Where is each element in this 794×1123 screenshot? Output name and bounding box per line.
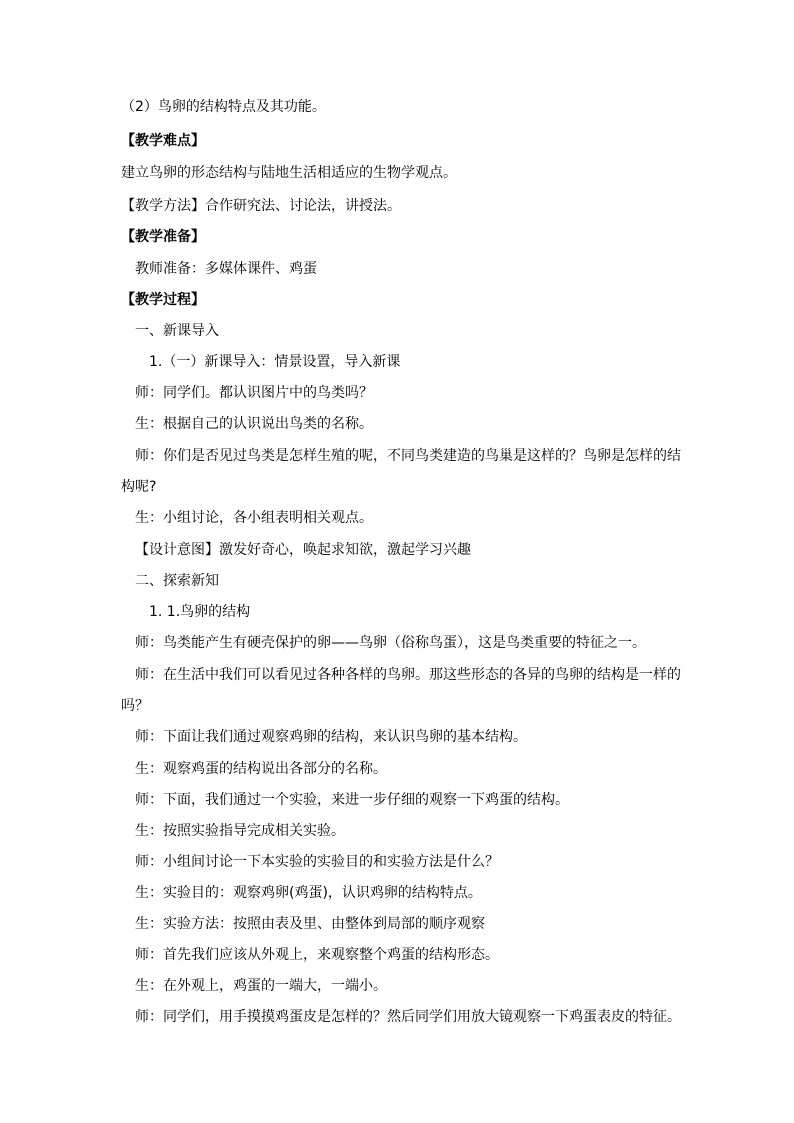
- dialogue-line: 师：你们是否见过鸟类是怎样生殖的呢，不同鸟类建造的鸟巢是这样的？鸟卵是怎样的结: [135, 448, 681, 464]
- text-line: 1. 1.鸟卵的结构: [149, 604, 251, 620]
- text-line: 【设计意图】激发好奇心，唤起求知欲，激起学习兴趣: [135, 542, 471, 558]
- dialogue-line: 生：根据自己的认识说出鸟类的名称。: [135, 416, 373, 432]
- text-line: 一、新课导入: [135, 323, 219, 339]
- dialogue-line: 师：同学们，用手摸摸鸡蛋皮是怎样的？然后同学们用放大镜观察一下鸡蛋表皮的特征。: [135, 1009, 681, 1025]
- dialogue-line: 生：观察鸡蛋的结构说出各部分的名称。: [135, 761, 387, 777]
- dialogue-line: 师：鸟类能产生有硬壳保护的卵——鸟卵（俗称鸟蛋），这是鸟类重要的特征之一。: [135, 635, 646, 651]
- dialogue-line: 生：按照实验指导完成相关实验。: [135, 823, 345, 839]
- dialogue-line: 生：在外观上，鸡蛋的一端大，一端小。: [135, 978, 387, 994]
- dialogue-line: 生：小组讨论，各小组表明相关观点。: [135, 510, 373, 526]
- dialogue-line: 师：首先我们应该从外观上，来观察整个鸡蛋的结构形态。: [135, 947, 499, 963]
- dialogue-line-continued: 吗？: [121, 698, 149, 714]
- dialogue-line: 生：实验目的：观察鸡卵(鸡蛋)，认识鸡卵的结构特点。: [135, 885, 482, 901]
- text-line: 【教学方法】合作研究法、讨论法，讲授法。: [121, 198, 401, 214]
- dialogue-line: 师：小组间讨论一下本实验的实验目的和实验方法是什么？: [135, 854, 499, 870]
- text-line: （2）鸟卵的结构特点及其功能。: [121, 99, 326, 115]
- text-line: 教师准备：多媒体课件、鸡蛋: [135, 261, 317, 277]
- dialogue-line: 师：下面让我们通过观察鸡卵的结构，来认识鸟卵的基本结构。: [135, 729, 527, 745]
- text-line: 1.（一）新课导入：情景设置，导入新课: [149, 354, 401, 370]
- text-line: 建立鸟卵的形态结构与陆地生活相适应的生物学观点。: [121, 165, 457, 181]
- dialogue-line-continued: 构呢?: [121, 479, 157, 495]
- dialogue-line: 师：同学们。都认识图片中的鸟类吗？: [135, 385, 373, 401]
- text-line: 二、探索新知: [135, 573, 219, 589]
- section-heading: 【教学过程】: [121, 292, 205, 308]
- section-heading: 【教学难点】: [121, 133, 205, 149]
- section-heading: 【教学准备】: [121, 229, 205, 245]
- dialogue-line: 师：下面，我们通过一个实验，来进一步仔细的观察一下鸡蛋的结构。: [135, 792, 569, 808]
- dialogue-line: 生：实验方法：按照由表及里、由整体到局部的顺序观察: [135, 916, 485, 932]
- dialogue-line: 师：在生活中我们可以看见过各种各样的鸟卵。那这些形态的各异的鸟卵的结构是一样的: [135, 667, 681, 683]
